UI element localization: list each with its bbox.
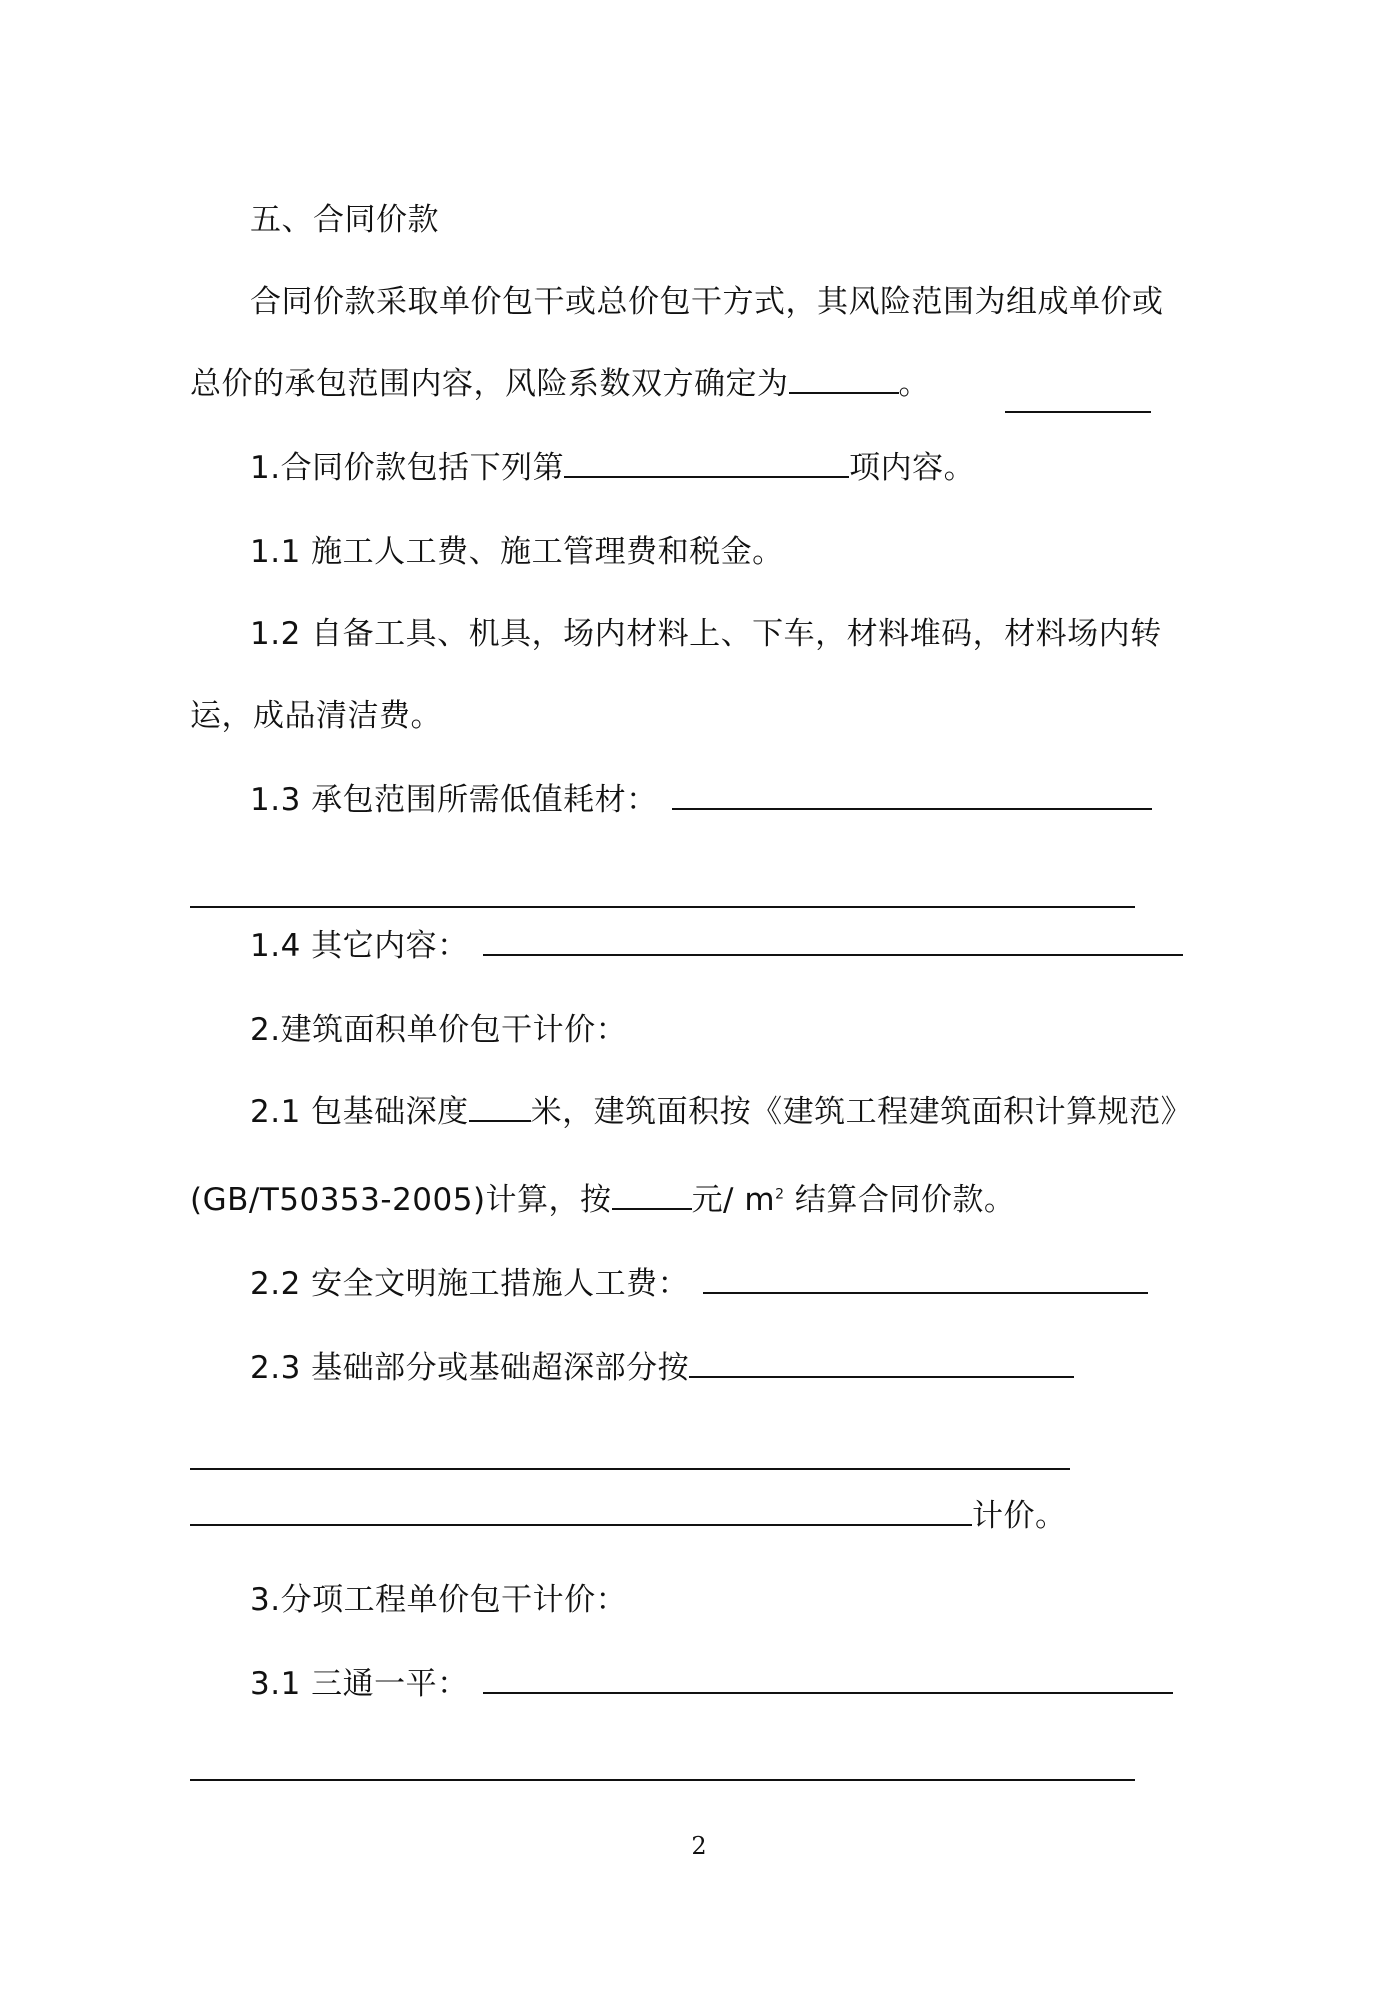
item-2-3-blank[interactable] [689,1346,1074,1378]
item-2-1-text: 2.1 包基础深度 [250,1094,469,1130]
item-3-1-text: 3.1 三通一平： [250,1666,469,1702]
underline-rule [1005,411,1151,413]
foundation-depth-blank[interactable] [469,1090,531,1122]
item-2-3-end: 计价。 [972,1498,1067,1534]
item-1-3-continuation-blank[interactable] [190,906,1135,908]
item-1-4-blank[interactable] [483,924,1183,956]
item-1-4-text: 1.4 其它内容： [250,928,469,964]
item-1-text: 1.合同价款包括下列第 [250,450,565,486]
item-2-3 [250,1346,1074,1390]
item-3-1-continuation-blank[interactable] [190,1779,1135,1781]
item-2-3-final-blank[interactable] [190,1494,972,1526]
section-heading: 五、合同价款 [250,202,439,238]
item-2-1-unit-sup: 2 [775,1186,785,1203]
item-1-4 [250,924,1183,968]
item-2-1-line-1 [250,1090,1192,1134]
intro-line-1: 合同价款采取单价包干或总价包干方式，其风险范围为组成单价或 [250,284,1164,320]
intro-line-2 [190,362,930,406]
item-2-1-standard: (GB/T50353-2005)计算，按 [190,1182,612,1218]
item-2-3-text: 2.3 基础部分或基础超深部分按 [250,1350,690,1386]
item-2-3-continuation-blank[interactable] [190,1468,1070,1470]
item-1-2-line-1: 1.2 自备工具、机具，场内材料上、下车，材料堆码，材料场内转 [250,616,1162,652]
item-1-3-blank[interactable] [672,778,1152,810]
item-1 [250,446,975,490]
item-2: 2.建筑面积单价包干计价： [250,1012,628,1048]
item-2-1-unit: 元/ m [691,1182,776,1218]
item-1-2-line-2: 运，成品清洁费。 [190,698,442,734]
item-2-1-end: 结算合同价款。 [784,1182,1016,1218]
intro-line-2-text: 总价的承包范围内容，风险系数双方确定为 [190,366,789,402]
item-1-end: 项内容。 [849,450,976,486]
item-2-2 [250,1262,1148,1306]
page-number: 2 [691,1832,707,1860]
unit-price-blank[interactable] [612,1178,692,1210]
item-1-blank[interactable] [564,446,849,478]
item-2-1-text-after: 米，建筑面积按《建筑工程建筑面积计算规范》 [530,1094,1193,1130]
intro-line-2-end: 。 [898,366,930,402]
item-2-2-text: 2.2 安全文明施工措施人工费： [250,1266,690,1302]
item-1-3-text: 1.3 承包范围所需低值耗材： [250,782,658,818]
item-2-1-line-2 [190,1178,1015,1222]
item-1-3 [250,778,1152,822]
item-1-1: 1.1 施工人工费、施工管理费和税金。 [250,534,784,570]
item-3-1 [250,1662,1173,1706]
risk-coefficient-blank[interactable] [789,362,899,394]
item-3-1-blank[interactable] [483,1662,1173,1694]
item-2-2-blank[interactable] [703,1262,1148,1294]
item-3: 3.分项工程单价包干计价： [250,1582,628,1618]
item-2-3-tail [190,1494,1067,1538]
